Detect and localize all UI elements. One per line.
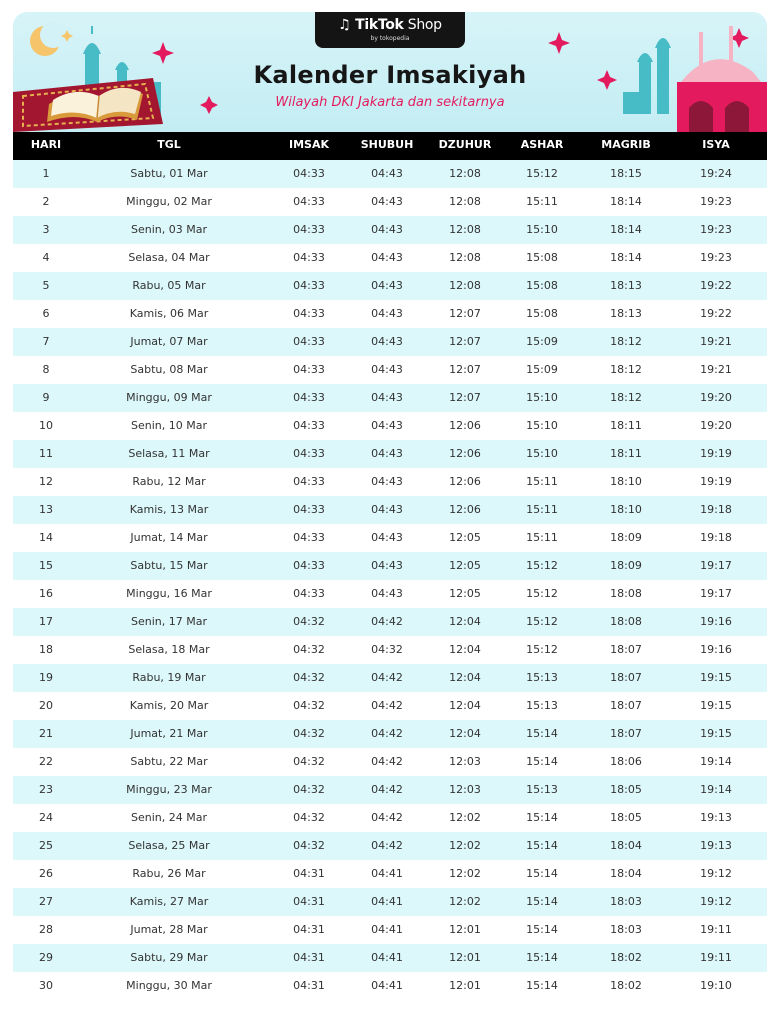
sparkle-icon bbox=[548, 32, 570, 54]
cell-ashar: 15:14 bbox=[526, 839, 558, 852]
table-row bbox=[13, 972, 767, 1000]
cell-magrib: 18:05 bbox=[610, 811, 642, 824]
table-row bbox=[13, 580, 767, 608]
cell-tgl: Minggu, 30 Mar bbox=[126, 979, 212, 992]
brand-suffix-text: Shop bbox=[403, 17, 442, 33]
table-row bbox=[13, 272, 767, 300]
cell-isya: 19:23 bbox=[700, 223, 732, 236]
cell-shubuh: 04:41 bbox=[371, 923, 403, 936]
cell-ashar: 15:12 bbox=[526, 615, 558, 628]
cell-isya: 19:18 bbox=[700, 503, 732, 516]
table-row bbox=[13, 944, 767, 972]
cell-isya: 19:18 bbox=[700, 531, 732, 544]
cell-magrib: 18:09 bbox=[610, 531, 642, 544]
cell-dzuhur: 12:02 bbox=[449, 867, 481, 880]
cell-ashar: 15:08 bbox=[526, 251, 558, 264]
table-body bbox=[13, 160, 767, 1000]
cell-isya: 19:20 bbox=[700, 391, 732, 404]
cell-tgl: Kamis, 06 Mar bbox=[129, 307, 209, 320]
cell-shubuh: 04:43 bbox=[371, 307, 403, 320]
cell-ashar: 15:13 bbox=[526, 671, 558, 684]
cell-imsak: 04:33 bbox=[293, 391, 325, 404]
cell-isya: 19:14 bbox=[700, 783, 732, 796]
cell-hari: 4 bbox=[42, 251, 50, 264]
cell-hari: 23 bbox=[39, 783, 53, 796]
cell-imsak: 04:33 bbox=[293, 251, 325, 264]
cell-imsak: 04:33 bbox=[293, 419, 325, 432]
cell-hari: 28 bbox=[39, 923, 53, 936]
cell-imsak: 04:32 bbox=[293, 755, 325, 768]
cell-isya: 19:16 bbox=[700, 615, 732, 628]
cell-isya: 19:14 bbox=[700, 755, 732, 768]
cell-isya: 19:12 bbox=[700, 867, 732, 880]
cell-ashar: 15:11 bbox=[526, 531, 558, 544]
cell-imsak: 04:31 bbox=[293, 895, 325, 908]
table-row bbox=[13, 300, 767, 328]
table-row bbox=[13, 804, 767, 832]
cell-magrib: 18:03 bbox=[610, 895, 642, 908]
cell-shubuh: 04:42 bbox=[371, 699, 403, 712]
cell-magrib: 18:02 bbox=[610, 951, 642, 964]
cell-hari: 10 bbox=[39, 419, 53, 432]
cell-isya: 19:12 bbox=[700, 895, 732, 908]
cell-shubuh: 04:42 bbox=[371, 671, 403, 684]
cell-tgl: Rabu, 12 Mar bbox=[132, 475, 206, 488]
header-ashar: ASHAR bbox=[520, 138, 564, 151]
cell-ashar: 15:09 bbox=[526, 335, 558, 348]
cell-shubuh: 04:43 bbox=[371, 531, 403, 544]
cell-tgl: Jumat, 07 Mar bbox=[130, 335, 208, 348]
cell-dzuhur: 12:08 bbox=[449, 251, 481, 264]
cell-hari: 8 bbox=[42, 363, 50, 376]
cell-isya: 19:20 bbox=[700, 419, 732, 432]
cell-ashar: 15:14 bbox=[526, 979, 558, 992]
cell-hari: 16 bbox=[39, 587, 53, 600]
cell-ashar: 15:13 bbox=[526, 783, 558, 796]
page-subtitle: Wilayah DKI Jakarta dan sekitarnya bbox=[275, 95, 505, 110]
cell-ashar: 15:12 bbox=[526, 167, 558, 180]
cell-dzuhur: 12:07 bbox=[449, 391, 481, 404]
cell-shubuh: 04:43 bbox=[371, 363, 403, 376]
cell-hari: 27 bbox=[39, 895, 53, 908]
cell-dzuhur: 12:08 bbox=[449, 279, 481, 292]
table-row bbox=[13, 832, 767, 860]
cell-shubuh: 04:43 bbox=[371, 223, 403, 236]
cell-magrib: 18:12 bbox=[610, 391, 642, 404]
table-row bbox=[13, 468, 767, 496]
cell-tgl: Sabtu, 08 Mar bbox=[130, 363, 208, 376]
header-dzuhur: DZUHUR bbox=[438, 138, 492, 151]
cell-magrib: 18:08 bbox=[610, 587, 642, 600]
cell-dzuhur: 12:07 bbox=[449, 363, 481, 376]
cell-imsak: 04:33 bbox=[293, 531, 325, 544]
cell-hari: 12 bbox=[39, 475, 53, 488]
cell-imsak: 04:33 bbox=[293, 307, 325, 320]
cell-dzuhur: 12:04 bbox=[449, 727, 481, 740]
cell-imsak: 04:31 bbox=[293, 867, 325, 880]
cell-isya: 19:24 bbox=[700, 167, 732, 180]
header-isya: ISYA bbox=[702, 138, 730, 151]
cell-isya: 19:17 bbox=[700, 587, 732, 600]
header-tgl: TGL bbox=[157, 138, 181, 151]
cell-tgl: Jumat, 21 Mar bbox=[130, 727, 208, 740]
cell-isya: 19:22 bbox=[700, 279, 732, 292]
header-shubuh: SHUBUH bbox=[360, 138, 414, 151]
table-row bbox=[13, 356, 767, 384]
cell-ashar: 15:13 bbox=[526, 699, 558, 712]
cell-hari: 5 bbox=[42, 279, 50, 292]
cell-ashar: 15:11 bbox=[526, 503, 558, 516]
cell-tgl: Minggu, 02 Mar bbox=[126, 195, 212, 208]
cell-shubuh: 04:43 bbox=[371, 335, 403, 348]
cell-imsak: 04:32 bbox=[293, 615, 325, 628]
cell-shubuh: 04:43 bbox=[371, 419, 403, 432]
cell-ashar: 15:12 bbox=[526, 643, 558, 656]
cell-isya: 19:19 bbox=[700, 475, 732, 488]
cell-shubuh: 04:42 bbox=[371, 783, 403, 796]
cell-shubuh: 04:32 bbox=[371, 643, 403, 656]
cell-dzuhur: 12:05 bbox=[449, 559, 481, 572]
cell-tgl: Kamis, 27 Mar bbox=[129, 895, 209, 908]
cell-hari: 30 bbox=[39, 979, 53, 992]
cell-magrib: 18:07 bbox=[610, 671, 642, 684]
cell-hari: 6 bbox=[42, 307, 50, 320]
cell-hari: 18 bbox=[39, 643, 53, 656]
cell-isya: 19:17 bbox=[700, 559, 732, 572]
cell-ashar: 15:10 bbox=[526, 391, 558, 404]
table-row bbox=[13, 524, 767, 552]
header-hari: HARI bbox=[30, 138, 62, 151]
cell-imsak: 04:33 bbox=[293, 363, 325, 376]
cell-ashar: 15:10 bbox=[526, 447, 558, 460]
cell-hari: 20 bbox=[39, 699, 53, 712]
cell-dzuhur: 12:06 bbox=[449, 475, 481, 488]
cell-shubuh: 04:41 bbox=[371, 951, 403, 964]
cell-dzuhur: 12:08 bbox=[449, 167, 481, 180]
cell-hari: 13 bbox=[39, 503, 53, 516]
cell-shubuh: 04:41 bbox=[371, 979, 403, 992]
cell-ashar: 15:14 bbox=[526, 727, 558, 740]
cell-dzuhur: 12:04 bbox=[449, 671, 481, 684]
brand-name bbox=[315, 17, 465, 33]
table-row bbox=[13, 776, 767, 804]
cell-imsak: 04:33 bbox=[293, 195, 325, 208]
cell-magrib: 18:04 bbox=[610, 839, 642, 852]
cell-imsak: 04:32 bbox=[293, 643, 325, 656]
cell-isya: 19:16 bbox=[700, 643, 732, 656]
cell-magrib: 18:15 bbox=[610, 167, 642, 180]
table-row bbox=[13, 720, 767, 748]
cell-magrib: 18:10 bbox=[610, 503, 642, 516]
cell-tgl: Sabtu, 15 Mar bbox=[130, 559, 208, 572]
table-row bbox=[13, 244, 767, 272]
cell-shubuh: 04:43 bbox=[371, 279, 403, 292]
cell-isya: 19:23 bbox=[700, 195, 732, 208]
table-row bbox=[13, 664, 767, 692]
cell-ashar: 15:14 bbox=[526, 867, 558, 880]
cell-isya: 19:21 bbox=[700, 363, 732, 376]
cell-tgl: Sabtu, 29 Mar bbox=[130, 951, 208, 964]
cell-tgl: Selasa, 11 Mar bbox=[128, 447, 210, 460]
cell-ashar: 15:09 bbox=[526, 363, 558, 376]
cell-dzuhur: 12:06 bbox=[449, 419, 481, 432]
cell-tgl: Kamis, 20 Mar bbox=[129, 699, 209, 712]
cell-hari: 24 bbox=[39, 811, 53, 824]
cell-hari: 11 bbox=[39, 447, 53, 460]
header-magrib: MAGRIB bbox=[601, 138, 651, 151]
cell-imsak: 04:31 bbox=[293, 979, 325, 992]
cell-magrib: 18:06 bbox=[610, 755, 642, 768]
cell-magrib: 18:10 bbox=[610, 475, 642, 488]
cell-tgl: Kamis, 13 Mar bbox=[129, 503, 209, 516]
cell-dzuhur: 12:04 bbox=[449, 615, 481, 628]
cell-ashar: 15:12 bbox=[526, 587, 558, 600]
cell-imsak: 04:33 bbox=[293, 475, 325, 488]
table-header bbox=[13, 132, 767, 160]
table-row bbox=[13, 188, 767, 216]
table-row bbox=[13, 216, 767, 244]
page-title: Kalender Imsakiyah bbox=[253, 61, 527, 89]
cell-hari: 2 bbox=[42, 195, 50, 208]
crescent-moon-icon bbox=[30, 22, 66, 56]
cell-isya: 19:22 bbox=[700, 307, 732, 320]
cell-imsak: 04:33 bbox=[293, 279, 325, 292]
table-row bbox=[13, 636, 767, 664]
table-row bbox=[13, 412, 767, 440]
cell-imsak: 04:32 bbox=[293, 783, 325, 796]
cell-isya: 19:15 bbox=[700, 699, 732, 712]
cell-dzuhur: 12:05 bbox=[449, 531, 481, 544]
cell-isya: 19:11 bbox=[700, 951, 732, 964]
cell-imsak: 04:33 bbox=[293, 335, 325, 348]
table-row bbox=[13, 552, 767, 580]
header-imsak: IMSAK bbox=[289, 138, 329, 151]
table-row bbox=[13, 440, 767, 468]
cell-dzuhur: 12:03 bbox=[449, 755, 481, 768]
cell-hari: 3 bbox=[42, 223, 50, 236]
cell-hari: 19 bbox=[39, 671, 53, 684]
cell-shubuh: 04:42 bbox=[371, 839, 403, 852]
cell-magrib: 18:08 bbox=[610, 615, 642, 628]
cell-tgl: Selasa, 25 Mar bbox=[128, 839, 210, 852]
cell-dzuhur: 12:01 bbox=[449, 979, 481, 992]
cell-shubuh: 04:43 bbox=[371, 503, 403, 516]
cell-isya: 19:23 bbox=[700, 251, 732, 264]
cell-isya: 19:19 bbox=[700, 447, 732, 460]
cell-shubuh: 04:42 bbox=[371, 755, 403, 768]
cell-dzuhur: 12:07 bbox=[449, 307, 481, 320]
cell-tgl: Sabtu, 22 Mar bbox=[130, 755, 208, 768]
cell-magrib: 18:09 bbox=[610, 559, 642, 572]
cell-imsak: 04:32 bbox=[293, 727, 325, 740]
cell-shubuh: 04:43 bbox=[371, 559, 403, 572]
cell-tgl: Rabu, 19 Mar bbox=[132, 671, 206, 684]
cell-imsak: 04:33 bbox=[293, 587, 325, 600]
cell-ashar: 15:11 bbox=[526, 195, 558, 208]
cell-magrib: 18:02 bbox=[610, 979, 642, 992]
cell-magrib: 18:12 bbox=[610, 363, 642, 376]
cell-dzuhur: 12:02 bbox=[449, 811, 481, 824]
cell-imsak: 04:32 bbox=[293, 671, 325, 684]
cell-tgl: Rabu, 26 Mar bbox=[132, 867, 206, 880]
cell-dzuhur: 12:07 bbox=[449, 335, 481, 348]
cell-shubuh: 04:41 bbox=[371, 895, 403, 908]
cell-dzuhur: 12:01 bbox=[449, 923, 481, 936]
cell-dzuhur: 12:06 bbox=[449, 503, 481, 516]
cell-magrib: 18:11 bbox=[610, 447, 642, 460]
cell-magrib: 18:11 bbox=[610, 419, 642, 432]
brand-name-text: TikTok bbox=[355, 17, 404, 33]
cell-tgl: Selasa, 04 Mar bbox=[128, 251, 210, 264]
cell-hari: 7 bbox=[42, 335, 50, 348]
cell-magrib: 18:04 bbox=[610, 867, 642, 880]
cell-tgl: Senin, 17 Mar bbox=[131, 615, 207, 628]
cell-imsak: 04:32 bbox=[293, 699, 325, 712]
cell-isya: 19:15 bbox=[700, 727, 732, 740]
brand-logo bbox=[315, 12, 465, 48]
cell-imsak: 04:31 bbox=[293, 923, 325, 936]
cell-hari: 17 bbox=[39, 615, 53, 628]
cell-hari: 26 bbox=[39, 867, 53, 880]
table-row bbox=[13, 888, 767, 916]
cell-isya: 19:21 bbox=[700, 335, 732, 348]
table-row bbox=[13, 748, 767, 776]
cell-shubuh: 04:42 bbox=[371, 615, 403, 628]
cell-tgl: Jumat, 28 Mar bbox=[130, 923, 208, 936]
cell-ashar: 15:14 bbox=[526, 895, 558, 908]
cell-dzuhur: 12:05 bbox=[449, 587, 481, 600]
cell-shubuh: 04:42 bbox=[371, 727, 403, 740]
cell-hari: 22 bbox=[39, 755, 53, 768]
table-row bbox=[13, 496, 767, 524]
cell-tgl: Senin, 10 Mar bbox=[131, 419, 207, 432]
cell-imsak: 04:33 bbox=[293, 223, 325, 236]
cell-hari: 25 bbox=[39, 839, 53, 852]
cell-isya: 19:10 bbox=[700, 979, 732, 992]
cell-hari: 29 bbox=[39, 951, 53, 964]
cell-tgl: Minggu, 16 Mar bbox=[126, 587, 212, 600]
cell-imsak: 04:32 bbox=[293, 839, 325, 852]
header-banner bbox=[13, 12, 767, 132]
cell-imsak: 04:33 bbox=[293, 559, 325, 572]
cell-magrib: 18:07 bbox=[610, 699, 642, 712]
table-row bbox=[13, 384, 767, 412]
cell-magrib: 18:03 bbox=[610, 923, 642, 936]
cell-hari: 14 bbox=[39, 531, 53, 544]
cell-ashar: 15:08 bbox=[526, 279, 558, 292]
cell-dzuhur: 12:04 bbox=[449, 643, 481, 656]
cell-ashar: 15:14 bbox=[526, 811, 558, 824]
cell-ashar: 15:10 bbox=[526, 223, 558, 236]
cell-ashar: 15:08 bbox=[526, 307, 558, 320]
table-row bbox=[13, 608, 767, 636]
cell-dzuhur: 12:08 bbox=[449, 223, 481, 236]
cell-shubuh: 04:42 bbox=[371, 811, 403, 824]
cell-dzuhur: 12:01 bbox=[449, 951, 481, 964]
cell-ashar: 15:12 bbox=[526, 559, 558, 572]
cell-ashar: 15:14 bbox=[526, 951, 558, 964]
tiktok-icon: ♫ bbox=[338, 17, 351, 33]
table-row bbox=[13, 860, 767, 888]
cell-tgl: Senin, 03 Mar bbox=[131, 223, 207, 236]
schedule-table bbox=[13, 132, 767, 1000]
cell-hari: 21 bbox=[39, 727, 53, 740]
cell-imsak: 04:33 bbox=[293, 167, 325, 180]
cell-dzuhur: 12:02 bbox=[449, 839, 481, 852]
cell-hari: 15 bbox=[39, 559, 53, 572]
cell-tgl: Sabtu, 01 Mar bbox=[130, 167, 208, 180]
cell-dzuhur: 12:04 bbox=[449, 699, 481, 712]
cell-ashar: 15:11 bbox=[526, 475, 558, 488]
cell-shubuh: 04:43 bbox=[371, 195, 403, 208]
cell-tgl: Rabu, 05 Mar bbox=[132, 279, 206, 292]
cell-dzuhur: 12:03 bbox=[449, 783, 481, 796]
cell-tgl: Minggu, 09 Mar bbox=[126, 391, 212, 404]
cell-dzuhur: 12:06 bbox=[449, 447, 481, 460]
table-row bbox=[13, 328, 767, 356]
cell-imsak: 04:31 bbox=[293, 951, 325, 964]
table-row bbox=[13, 692, 767, 720]
cell-isya: 19:11 bbox=[700, 923, 732, 936]
table-row bbox=[13, 916, 767, 944]
cell-dzuhur: 12:08 bbox=[449, 195, 481, 208]
cell-tgl: Selasa, 18 Mar bbox=[128, 643, 210, 656]
cell-magrib: 18:14 bbox=[610, 251, 642, 264]
cell-ashar: 15:14 bbox=[526, 755, 558, 768]
cell-shubuh: 04:43 bbox=[371, 167, 403, 180]
cell-shubuh: 04:43 bbox=[371, 251, 403, 264]
cell-shubuh: 04:41 bbox=[371, 867, 403, 880]
cell-magrib: 18:07 bbox=[610, 727, 642, 740]
cell-tgl: Minggu, 23 Mar bbox=[126, 783, 212, 796]
cell-magrib: 18:14 bbox=[610, 223, 642, 236]
cell-magrib: 18:14 bbox=[610, 195, 642, 208]
cell-magrib: 18:13 bbox=[610, 307, 642, 320]
table-row bbox=[13, 160, 767, 188]
cell-ashar: 15:14 bbox=[526, 923, 558, 936]
cell-shubuh: 04:43 bbox=[371, 475, 403, 488]
cell-shubuh: 04:43 bbox=[371, 391, 403, 404]
cell-dzuhur: 12:02 bbox=[449, 895, 481, 908]
cell-magrib: 18:07 bbox=[610, 643, 642, 656]
cell-isya: 19:13 bbox=[700, 811, 732, 824]
cell-tgl: Jumat, 14 Mar bbox=[130, 531, 208, 544]
cell-hari: 1 bbox=[42, 167, 50, 180]
cell-imsak: 04:33 bbox=[293, 447, 325, 460]
cell-isya: 19:15 bbox=[700, 671, 732, 684]
brand-sub: by tokopedia bbox=[370, 35, 410, 42]
cell-imsak: 04:32 bbox=[293, 811, 325, 824]
cell-shubuh: 04:43 bbox=[371, 587, 403, 600]
cell-isya: 19:13 bbox=[700, 839, 732, 852]
cell-magrib: 18:12 bbox=[610, 335, 642, 348]
cell-hari: 9 bbox=[42, 391, 50, 404]
cell-ashar: 15:10 bbox=[526, 419, 558, 432]
cell-tgl: Senin, 24 Mar bbox=[131, 811, 207, 824]
cell-shubuh: 04:43 bbox=[371, 447, 403, 460]
cell-magrib: 18:13 bbox=[610, 279, 642, 292]
cell-magrib: 18:05 bbox=[610, 783, 642, 796]
cell-imsak: 04:33 bbox=[293, 503, 325, 516]
